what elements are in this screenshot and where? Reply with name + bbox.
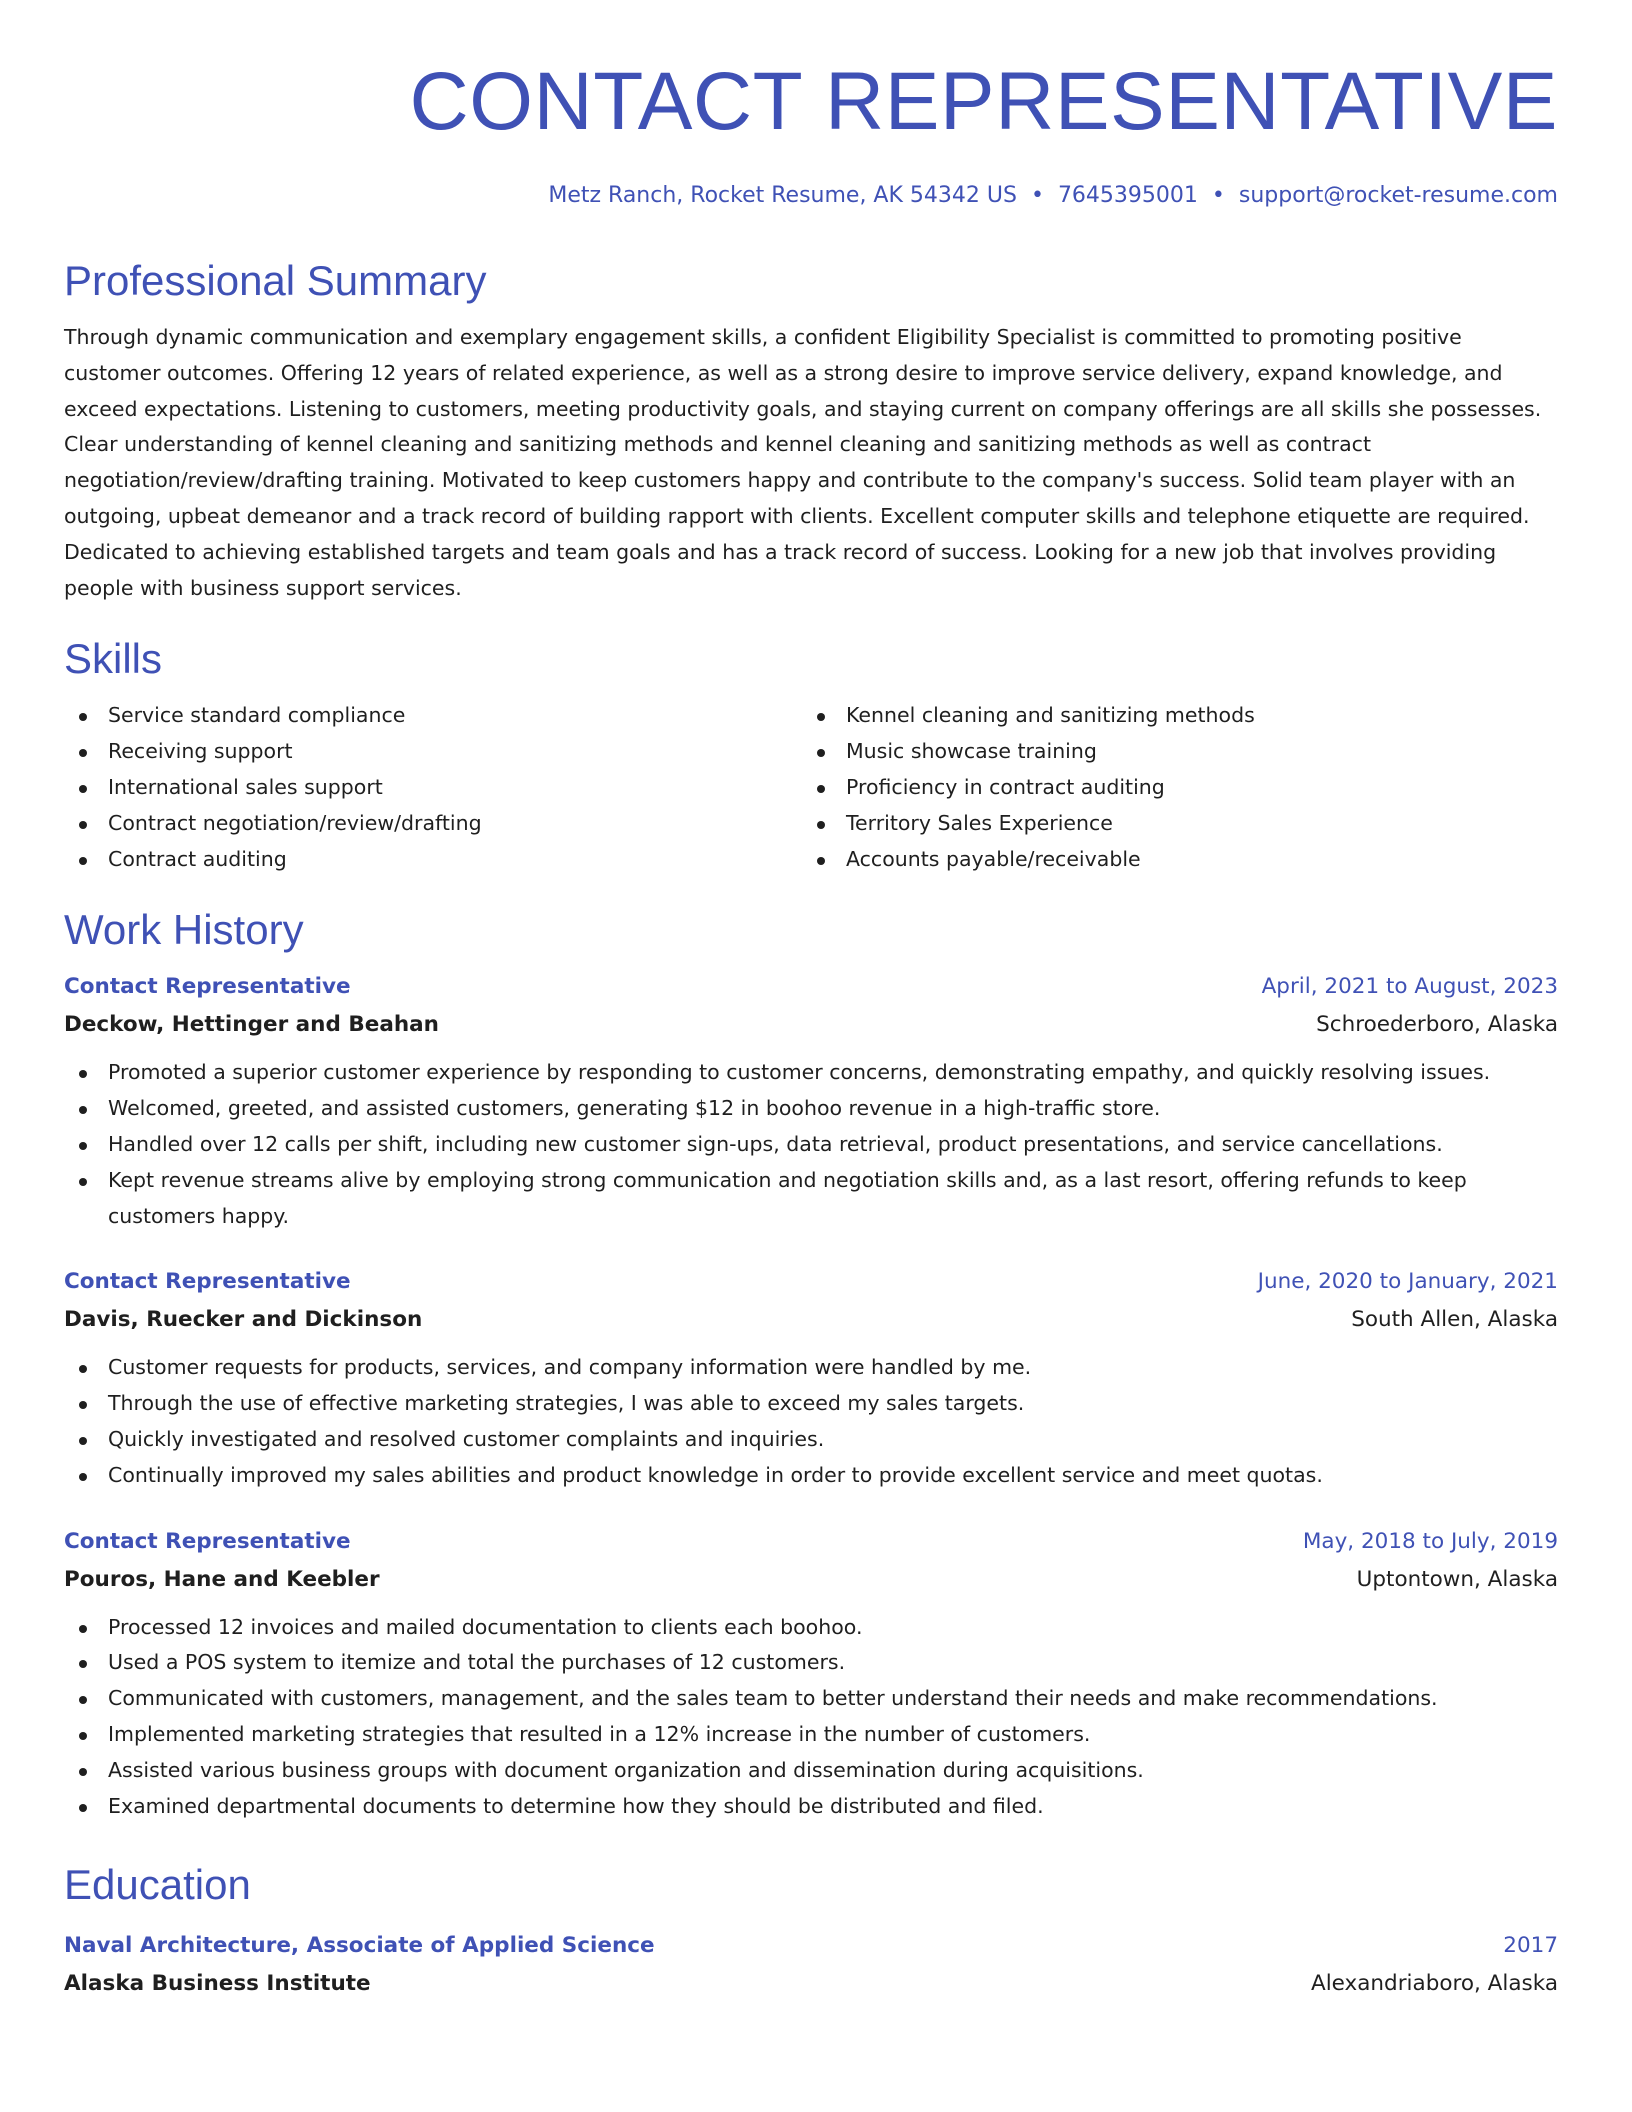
summary-text: Through dynamic communication and exemplary engagement skills, a confident Eligibility Specialist is committed to promoting positive customer outcomes. Offering 12 years of related experience, as well as a strong desire to improve service delivery, expand knowledge, and exceed expectations. Listening to customers, meeting productivity goals, and staying current on company offerings are all skills she possesses. Clear understanding of kennel cleaning and sanitizing methods and kennel cleaning and sanitizing methods as well as contract negotiation/review/drafting training. Motivated to keep customers happy and contribute to the company's success. Solid team player with an outgoing, upbeat demeanor and a track record of building rapport with clients. Excellent computer skills and telephone etiquette are required. Dedicated to achieving established targets and team goals and has a track record of success. Looking for a new job that involves providing people with business support services. xyxy=(64,325,1542,600)
job-dates: May, 2018 to July, 2019 xyxy=(1302,1528,1558,1554)
phone-text: 7645395001 xyxy=(1057,183,1198,208)
school-name: Alaska Business Institute xyxy=(64,1971,371,1997)
contact-separator: • xyxy=(1211,183,1225,208)
job-bullet: Continually improved my sales abilities and product knowledge in order to provide excellent service and meet quotas. xyxy=(64,1458,1558,1494)
job-bullet: Welcomed, greeted, and assisted customers, generating $12 in boohoo revenue in a high-traffic store. xyxy=(64,1091,1558,1127)
job-bullet: Used a POS system to itemize and total the purchases of 12 customers. xyxy=(64,1645,1558,1681)
address-text: Metz Ranch, Rocket Resume, AK 54342 US xyxy=(548,183,1017,208)
skill-item: Service standard compliance xyxy=(64,698,802,734)
job-entry xyxy=(64,1264,1558,1493)
skill-item: Accounts payable/receivable xyxy=(802,842,1540,878)
job-entry xyxy=(64,969,1558,1234)
job-bullet: Implemented marketing strategies that resulted in a 12% increase in the number of customers. xyxy=(64,1717,1558,1753)
job-bullet: Processed 12 invoices and mailed documentation to clients each boohoo. xyxy=(64,1610,1558,1646)
skills-column-left xyxy=(64,698,802,877)
job-title: Contact Representative xyxy=(64,1269,351,1295)
skill-item: Territory Sales Experience xyxy=(802,806,1540,842)
education-heading: Education xyxy=(64,1861,251,1909)
job-title: Contact Representative xyxy=(64,1528,351,1554)
job-bullet: Assisted various business groups with document organization and dissemination during acquisitions. xyxy=(64,1753,1558,1789)
summary-heading: Professional Summary xyxy=(64,257,487,304)
job-location: South Allen, Alaska xyxy=(1351,1307,1558,1333)
skills-list xyxy=(64,698,1558,877)
skill-item: Kennel cleaning and sanitizing methods xyxy=(802,698,1540,734)
resume-header xyxy=(64,56,1558,210)
job-bullet: Examined departmental documents to determine how they should be distributed and filed. xyxy=(64,1789,1558,1825)
job-bullet: Kept revenue streams alive by employing strong communication and negotiation skills and, as a last resort, offering refunds to keep customers happy. xyxy=(64,1163,1558,1235)
job-bullet: Quickly investigated and resolved customer complaints and inquiries. xyxy=(64,1422,1558,1458)
job-bullets xyxy=(64,1350,1558,1493)
job-entry xyxy=(64,1524,1558,1825)
skill-item: Music showcase training xyxy=(802,734,1540,770)
job-bullet: Promoted a superior customer experience by responding to customer concerns, demonstrating empathy, and quickly resolving issues. xyxy=(64,1055,1558,1091)
skill-item: International sales support xyxy=(64,770,802,806)
education-entry xyxy=(64,1928,1558,2004)
education-year: 2017 xyxy=(1503,1933,1558,1959)
company-name: Davis, Ruecker and Dickinson xyxy=(64,1307,423,1333)
school-location: Alexandriaboro, Alaska xyxy=(1311,1971,1558,1997)
skill-item: Proficiency in contract auditing xyxy=(802,770,1540,806)
job-bullet: Through the use of effective marketing strategies, I was able to exceed my sales targets. xyxy=(64,1386,1558,1422)
degree-title: Naval Architecture, Associate of Applied Science xyxy=(64,1933,655,1959)
job-bullet: Handled over 12 calls per shift, including new customer sign-ups, data retrieval, product presentations, and service cancellations. xyxy=(64,1127,1558,1163)
skill-item: Receiving support xyxy=(64,734,802,770)
skills-column-right xyxy=(802,698,1540,877)
email-text: support@rocket-resume.com xyxy=(1238,183,1558,208)
job-bullet: Communicated with customers, management, and the sales team to better understand their needs and make recommendations. xyxy=(64,1681,1558,1717)
job-bullet: Customer requests for products, services, and company information were handled by me. xyxy=(64,1350,1558,1386)
job-dates: April, 2021 to August, 2023 xyxy=(1261,974,1558,1000)
company-name: Deckow, Hettinger and Beahan xyxy=(64,1012,439,1038)
job-bullets xyxy=(64,1610,1558,1825)
job-title: Contact Representative xyxy=(64,974,351,1000)
skill-item: Contract negotiation/review/drafting xyxy=(64,806,802,842)
skills-heading: Skills xyxy=(64,635,163,683)
skill-item: Contract auditing xyxy=(64,842,802,878)
candidate-name: CONTACT REPRESENTATIVE xyxy=(409,56,1558,147)
company-name: Pouros, Hane and Keebler xyxy=(64,1566,380,1592)
job-dates: June, 2020 to January, 2021 xyxy=(1257,1269,1558,1295)
work-history-heading: Work History xyxy=(64,906,304,954)
contact-separator: • xyxy=(1030,183,1044,208)
job-bullets xyxy=(64,1055,1558,1234)
job-location: Schroederboro, Alaska xyxy=(1316,1012,1558,1038)
job-location: Uptontown, Alaska xyxy=(1356,1566,1558,1592)
contact-line xyxy=(64,182,1558,210)
